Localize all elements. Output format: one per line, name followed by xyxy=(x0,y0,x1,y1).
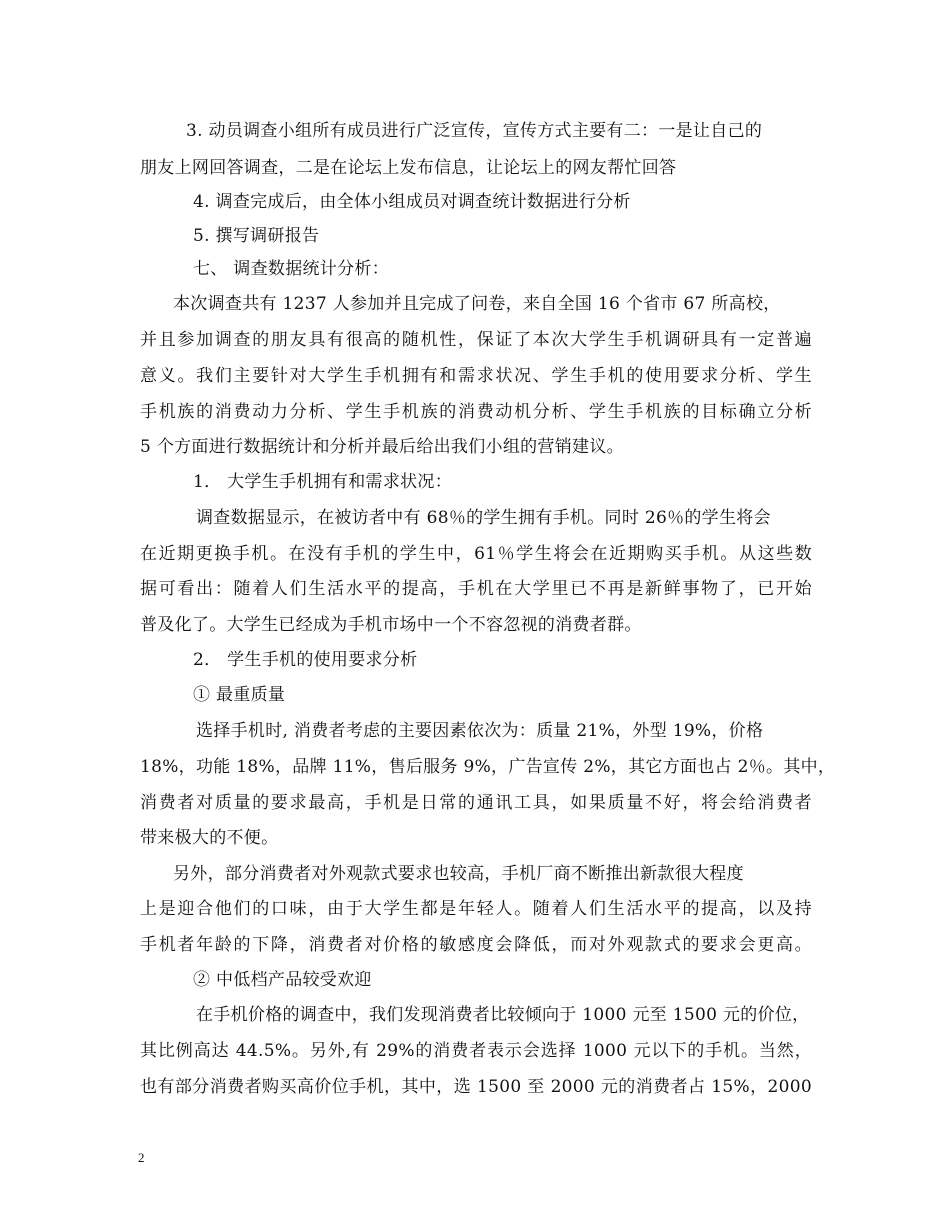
text-line: 选择手机时, 消费者考虑的主要因素依次为：质量 21%，外型 19%，价格 xyxy=(196,721,764,741)
item-heading: ② 中低档产品较受欢迎 xyxy=(193,970,372,990)
subsection-heading: 2． 学生手机的使用要求分析 xyxy=(193,650,418,670)
text-line: 消费者对质量的要求最高，手机是日常的通讯工具，如果质量不好，将会给消费者 xyxy=(140,793,812,813)
text-line: 4. 调查完成后，由全体小组成员对调查统计数据进行分析 xyxy=(193,192,631,212)
text-line: 意义。我们主要针对大学生手机拥有和需求状况、学生手机的使用要求分析、学生 xyxy=(140,366,812,386)
text-line: 上是迎合他们的口味，由于大学生都是年轻人。随着人们生活水平的提高，以及持 xyxy=(140,899,812,919)
text-line: 也有部分消费者购买高价位手机，其中，选 1500 至 2000 元的消费者占 15%，2000 xyxy=(140,1077,812,1097)
section-heading: 七、 调查数据统计分析： xyxy=(193,259,390,279)
text-line: 普及化了。大学生已经成为手机市场中一个不容忽视的消费者群。 xyxy=(140,615,642,635)
text-line: 3. 动员调查小组所有成员进行广泛宣传，宣传方式主要有二：一是让自己的 xyxy=(186,121,763,141)
text-line: 5. 撰写调研报告 xyxy=(193,226,320,246)
text-line: 朋友上网回答调查，二是在论坛上发布信息，让论坛上的网友帮忙回答 xyxy=(140,158,677,178)
text-line: 在手机价格的调查中，我们发现消费者比较倾向于 1000 元至 1500 元的价位， xyxy=(196,1005,810,1025)
text-line: 手机者年龄的下降，消费者对价格的敏感度会降低，而对外观款式的要求会更高。 xyxy=(140,935,812,955)
text-line: 18%，功能 18%，品牌 11%，售后服务 9%，广告宣传 2%，其它方面也占 2％。其中， xyxy=(140,757,836,777)
text-line: 带来极大的不便。 xyxy=(140,828,279,848)
item-heading: ① 最重质量 xyxy=(193,685,286,705)
text-line: 据可看出：随着人们生活水平的提高，手机在大学里已不再是新鲜事物了，已开始 xyxy=(140,579,812,599)
text-line: 手机族的消费动力分析、学生手机族的消费动机分析、学生手机族的目标确立分析 xyxy=(140,402,812,422)
text-line: 在近期更换手机。在没有手机的学生中，61％学生将会在近期购买手机。从这些数 xyxy=(140,544,812,564)
page-number: 2 xyxy=(138,1150,145,1165)
text-line: 调查数据显示，在被访者中有 68％的学生拥有手机。同时 26％的学生将会 xyxy=(196,508,771,528)
subsection-heading: 1． 大学生手机拥有和需求状况： xyxy=(193,472,453,492)
text-line: 另外，部分消费者对外观款式要求也较高，手机厂商不断推出新款很大程度 xyxy=(173,864,744,884)
text-line: 并且参加调查的朋友具有很高的随机性，保证了本次大学生手机调研具有一定普遍 xyxy=(140,330,812,350)
text-line: 5 个方面进行数据统计和分析并最后给出我们小组的营销建议。 xyxy=(140,437,624,457)
text-line: 其比例高达 44.5%。另外,有 29%的消费者表示会选择 1000 元以下的手机。当然， xyxy=(140,1041,812,1061)
text-line: 本次调查共有 1237 人参加并且完成了问卷，来自全国 16 个省市 67 所高校， xyxy=(173,294,781,314)
